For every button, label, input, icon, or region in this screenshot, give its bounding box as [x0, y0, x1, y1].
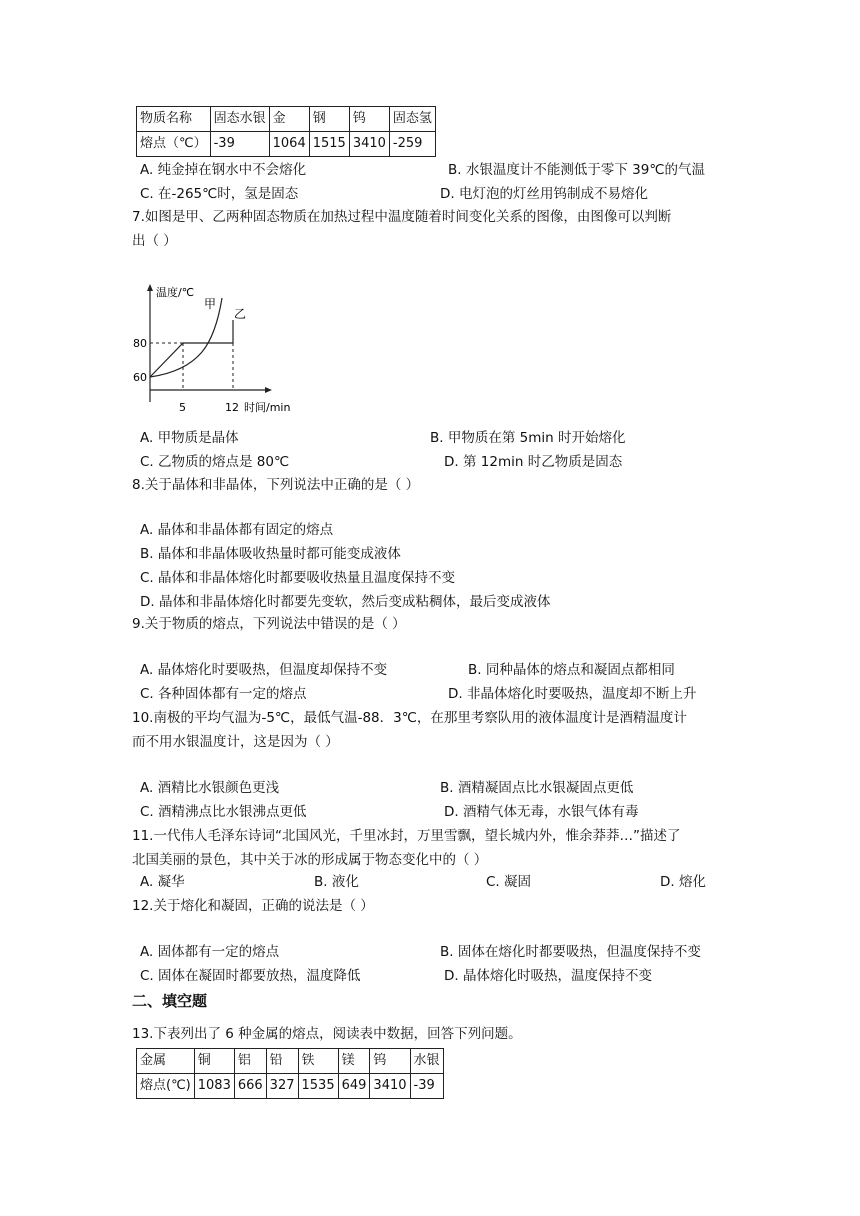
q8-option-d: D. 晶体和非晶体熔化时都要先变软，然后变成粘稠体，最后变成液体: [140, 594, 551, 610]
table-cell: 铅: [266, 1049, 298, 1074]
label-yi: 乙: [234, 307, 247, 321]
q10-stem-line1: 10.南极的平均气温为-5℃，最低气温-88．3℃，在那里考察队用的液体温度计是酒精温度计: [132, 710, 687, 726]
x-axis-arrow: [265, 387, 272, 393]
table-cell: 1064: [269, 132, 309, 157]
q13-stem: 13.下表列出了 6 种金属的熔点，阅读表中数据，回答下列问题。: [132, 1026, 522, 1042]
q12-option-c: C. 固体在凝固时都要放热，温度降低: [140, 968, 361, 984]
table-cell: 金属: [137, 1049, 195, 1074]
x-axis-label: 时间/min: [244, 401, 291, 414]
x-tick-5: 5: [179, 401, 186, 414]
table-cell: 固态水银: [210, 107, 269, 132]
q10-stem-line2: 而不用水银温度计，这是因为（ ）: [132, 734, 339, 750]
y-axis-arrow: [147, 284, 153, 291]
q10-option-a: A. 酒精比水银颜色更浅: [140, 780, 280, 796]
table-cell: 1535: [298, 1074, 338, 1099]
table-cell: 铜: [194, 1049, 234, 1074]
q7-stem-line1: 7.如图是甲、乙两种固态物质在加热过程中温度随着时间变化关系的图像，由图像可以判断: [132, 209, 672, 225]
table-cell: 1515: [309, 132, 349, 157]
table-cell: -259: [389, 132, 435, 157]
table-cell: 327: [266, 1074, 298, 1099]
q7-option-a: A. 甲物质是晶体: [140, 430, 239, 446]
table-cell: 649: [338, 1074, 370, 1099]
table-cell: 水银: [410, 1049, 443, 1074]
q11-stem-line2: 北国美丽的景色，其中关于冰的形成属于物态变化中的（ ）: [132, 852, 488, 868]
label-jia: 甲: [204, 297, 217, 311]
q7-option-d: D. 第 12min 时乙物质是固态: [444, 454, 623, 470]
table-cell: 钨: [349, 107, 389, 132]
q9-stem: 9.关于物质的熔点，下列说法中错误的是（ ）: [132, 616, 406, 632]
table-cell: 钨: [370, 1049, 410, 1074]
q8-stem: 8.关于晶体和非晶体，下列说法中正确的是（ ）: [132, 477, 420, 493]
q12-option-b: B. 固体在熔化时都要吸热，但温度保持不变: [440, 944, 701, 960]
table-header-row: [137, 107, 436, 132]
table-cell: -39: [210, 132, 269, 157]
table-cell: 1083: [194, 1074, 234, 1099]
melting-point-table-2: [136, 1048, 444, 1099]
section-heading: 二、填空题: [132, 992, 208, 1010]
curve-yi: [150, 320, 233, 377]
table-cell: 3410: [349, 132, 389, 157]
q9-option-b: B. 同种晶体的熔点和凝固点都相同: [468, 662, 675, 678]
q6-option-c: C. 在-265℃时，氢是固态: [140, 186, 299, 202]
table-cell: 镁: [338, 1049, 370, 1074]
q8-option-a: A. 晶体和非晶体都有固定的熔点: [140, 522, 334, 538]
table-row: [137, 132, 436, 157]
melting-point-table-1: [136, 106, 436, 157]
table-cell: 金: [269, 107, 309, 132]
table-cell: 铝: [234, 1049, 266, 1074]
q12-option-d: D. 晶体熔化时吸热，温度保持不变: [444, 968, 652, 984]
q7-stem-line2: 出（ ）: [132, 233, 177, 249]
q12-option-a: A. 固体都有一定的熔点: [140, 944, 280, 960]
q11-option-a: A. 凝华: [140, 874, 185, 890]
table-cell: 固态氢: [389, 107, 435, 132]
y-tick-60: 60: [133, 371, 147, 384]
y-tick-80: 80: [133, 337, 147, 350]
table-header-row: [137, 1049, 444, 1074]
q6-option-b: B. 水银温度计不能测低于零下 39℃的气温: [448, 162, 705, 178]
table-cell: 熔点(℃): [137, 1074, 195, 1099]
q11-stem-line1: 11.一代伟人毛泽东诗词“北国风光，千里冰封，万里雪飘，望长城内外，惟余莽莽…”描述了: [132, 828, 681, 844]
table-row: [137, 1074, 444, 1099]
table-cell: 铁: [298, 1049, 338, 1074]
y-axis-label: 温度/℃: [156, 286, 195, 299]
q11-option-c: C. 凝固: [486, 874, 532, 890]
q8-option-c: C. 晶体和非晶体熔化时都要吸收热量且温度保持不变: [140, 570, 456, 586]
q9-option-d: D. 非晶体熔化时要吸热，温度却不断上升: [448, 686, 697, 702]
table-cell: 物质名称: [137, 107, 211, 132]
q9-option-c: C. 各种固体都有一定的熔点: [140, 686, 307, 702]
q6-option-a: A. 纯金掉在钢水中不会熔化: [140, 162, 307, 178]
q11-option-d: D. 熔化: [660, 874, 706, 890]
q11-option-b: B. 液化: [314, 874, 359, 890]
q10-option-d: D. 酒精气体无毒，水银气体有毒: [444, 804, 639, 820]
q10-option-b: B. 酒精凝固点比水银凝固点更低: [440, 780, 634, 796]
q9-option-a: A. 晶体熔化时要吸热，但温度却保持不变: [140, 662, 388, 678]
table-cell: 熔点（℃）: [137, 132, 211, 157]
table-cell: -39: [410, 1074, 443, 1099]
q6-option-d: D. 电灯泡的灯丝用钨制成不易熔化: [440, 186, 648, 202]
table-cell: 钢: [309, 107, 349, 132]
q12-stem: 12.关于熔化和凝固，正确的说法是（ ）: [132, 898, 374, 914]
q10-option-c: C. 酒精沸点比水银沸点更低: [140, 804, 307, 820]
q7-option-b: B. 甲物质在第 5min 时开始熔化: [430, 430, 626, 446]
q8-option-b: B. 晶体和非晶体吸收热量时都可能变成液体: [140, 546, 401, 562]
table-cell: 666: [234, 1074, 266, 1099]
table-cell: 3410: [370, 1074, 410, 1099]
temperature-time-graph: [130, 280, 310, 420]
q7-option-c: C. 乙物质的熔点是 80℃: [140, 454, 290, 470]
x-tick-12: 12: [225, 401, 239, 414]
